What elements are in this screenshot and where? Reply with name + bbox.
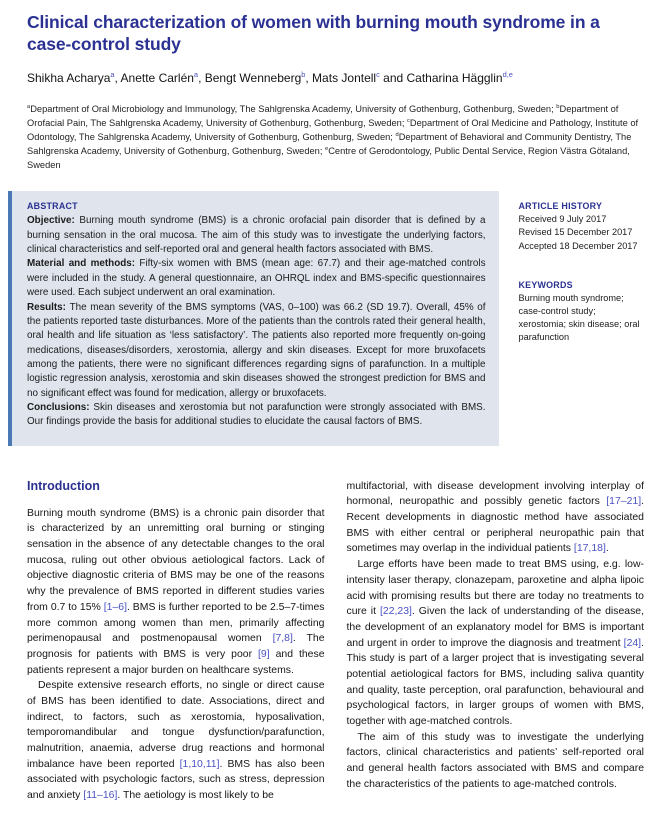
text-run: Burning mouth syndrome (BMS) is a chronic pain disorder that is characterized by an unremitting oral burning or stinging sensation in the absence of any detectable changes to the oral mucosa, ruling out other obvious aetiological factors. Lack of objective diagnostic criteria of BMS may be one of the reasons why the prevalence of BMS reported in different studies varies from 0.7 to 15% <box>27 507 325 613</box>
paragraph <box>27 257 486 300</box>
body-right-column <box>347 479 645 804</box>
text-run: Large efforts have been made to treat BMS using, e.g. low-intensity laser therapy, clonazepam, paroxetine and alpha lipoic acid with promising results but there are today no treatments to cure it <box>346 559 644 618</box>
superscript: d,e <box>502 69 513 79</box>
paragraph <box>27 506 325 678</box>
superscript: a <box>193 69 199 79</box>
text-run: Objective: <box>27 215 80 227</box>
text-run: Results: <box>27 301 70 313</box>
paragraph <box>347 479 645 557</box>
text-run: Shikha Acharya <box>27 70 111 85</box>
abstract-heading: ABSTRACT <box>27 201 78 212</box>
superscript: c <box>376 69 380 79</box>
page-title: Clinical characterization of women with burning mouth syndrome in a case-control study <box>27 12 600 55</box>
keywords-block <box>519 280 644 344</box>
text-run: . This study is part of a larger project that is investigating several potential aetiological factors for BMS, including saliva quantity and quality, taste perception, oral parafunction, behavioural and psychological factors, in larger groups of women with BMS, together with age-matched controls. <box>346 637 644 727</box>
text-run: . Recent developments in diagnostic method have associated BMS with either central or peripheral neuropathic pain that sometimes may overlap in the individual patients <box>346 496 644 555</box>
text-run: . Given the lack of understanding of the disease, the development of an explanatory model for BMS is important and urgent in order to improve the diagnosis and treatment <box>346 606 644 649</box>
text-run: Conclusions: <box>27 402 94 414</box>
article-history-block <box>519 201 644 252</box>
left-column-paragraphs <box>27 506 325 804</box>
body-columns <box>27 479 644 804</box>
superscript: c <box>407 117 410 124</box>
paragraph <box>347 730 645 793</box>
right-column-paragraphs <box>347 479 645 792</box>
citation-link[interactable]: [17,18] <box>573 543 606 555</box>
section-heading-introduction: Introduction <box>27 478 100 493</box>
text-run: , Bengt Wenneberg <box>198 70 302 85</box>
article-history-items <box>519 213 644 252</box>
citation-link[interactable]: [22,23] <box>380 606 412 618</box>
text-run: Department of Oral Microbiology and Immunology, The Sahlgrenska Academy, University of Gothenburg, Gothenburg, Sweden; <box>30 103 557 114</box>
affiliations <box>27 102 644 173</box>
citation-link[interactable]: [24] <box>623 637 642 649</box>
citation-link[interactable]: [11–16] <box>83 789 118 801</box>
text-run: . The prognosis for patients with BMS is very poor <box>27 633 325 660</box>
keywords-text: Burning mouth syndrome; case-control study; xerostomia; skin disease; oral parafunction <box>518 292 640 342</box>
text-run: Department of Behavioral and Community Dentistry, The Sahlgrenska Academy, University of Gothenburg, Gothenburg, Sweden; <box>27 132 632 157</box>
text-run: Despite extensive research efforts, no single or direct cause of BMS has been identified to date. Associations, direct and indirect, to factors, such as xerostomia, hyposalivation, temporomandibular and tongue dysfunction/parafunction, malnutrition, anaemia, adverse drug reactions and hormonal imbalance have been reported <box>27 680 325 770</box>
authors-line <box>27 71 644 85</box>
citation-link[interactable]: [17–21] <box>606 496 642 508</box>
text-run: . The aetiology is most likely to be <box>117 789 274 801</box>
citation-link[interactable]: [7,8] <box>272 633 293 645</box>
keywords-heading: KEYWORDS <box>518 279 573 290</box>
text-run: . <box>605 543 609 555</box>
paragraph <box>27 301 486 402</box>
history-item: Accepted 18 December 2017 <box>518 240 638 251</box>
text-run: . BMS has also been associated with psychologic factors, such as stress, depression and anxiety <box>27 758 325 801</box>
text-run: , Anette Carlén <box>114 70 194 85</box>
text-run: Centre of Gerodontology, Public Dental Service, Region Västra Götaland, Sweden <box>27 146 630 171</box>
text-run: multifactorial, with disease development involving interplay of hormonal, neuropathic and possibly genetic factors <box>346 480 644 508</box>
abstract-section <box>8 191 644 445</box>
text-run: . BMS is further reported to be 2.5–7-times more common among women than men, primarily affecting perimenopausal and postmenopausal women <box>27 601 325 645</box>
superscript: b <box>556 103 560 110</box>
text-run: and these patients represent a major burden on healthcare systems. <box>27 648 325 676</box>
paragraph <box>27 401 486 430</box>
citation-link[interactable]: [1,10,11] <box>179 758 220 770</box>
text-run: Material and methods: <box>27 258 140 270</box>
history-item: Received 9 July 2017 <box>518 214 607 225</box>
superscript: d <box>395 131 399 138</box>
article-info-sidebar <box>519 191 644 343</box>
text-run: The mean severity of the BMS symptoms (VAS, 0–100) was 66.2 (SD 19.7). Overall, 45% of the patients reported taste disturbances. More of the patients than the controls rated their general health, oral health and life situation as ‘less satisfactory’. The patients also reported more frequently on-going medications, diseases/disorders, xerostomia, allergy and skin diseases. Except for more bruxofacets among the patients, there were no significant differences regarding signs of parafunction. In a multiple logistic regression analysis, xerostomia and skin diseases showed the strongest prediction for BMS and no significant effect was found for medication, allergy or bruxofacets. <box>27 301 486 399</box>
paragraph <box>347 557 645 729</box>
abstract-text <box>27 214 486 429</box>
article-history-heading: ARTICLE HISTORY <box>518 201 603 212</box>
text-run: , Mats Jontell <box>305 70 377 85</box>
text-run: Burning mouth syndrome (BMS) is a chronic orofacial pain disorder that is defined by a burning sensation in the oral mucosa. The aim of this study was to investigate the underlying factors, clinical characteristics and self-reported oral and general health factors associated with BMS. <box>27 215 486 256</box>
history-item: Revised 15 December 2017 <box>518 227 633 238</box>
superscript: e <box>325 146 329 153</box>
superscript: a <box>110 69 115 79</box>
citation-link[interactable]: [9] <box>258 648 270 660</box>
text-run: and Catharina Hägglin <box>379 70 503 85</box>
text-run: Fifty-six women with BMS (mean age: 67.7) and their age-matched controls were included in the study. A general questionnaire, an OHRQL index and BMS-specific questionnaires were used. Each subject underwent an oral examination. <box>27 258 486 299</box>
abstract-box <box>12 191 499 445</box>
text-run: Department of Oral Medicine and Pathology, Institute of Odontology, The Sahlgrenska Academy, University of Gothenburg, Gothenburg, Sweden; <box>27 117 639 143</box>
paragraph <box>27 214 486 257</box>
superscript: a <box>27 103 31 110</box>
superscript: b <box>301 69 306 79</box>
text-run: The aim of this study was to investigate the underlying factors, clinical characteristics and patients’ self-reported oral and general health factors associated with BMS and compare the characteristics of the patients to age-matched controls. <box>346 731 644 790</box>
citation-link[interactable]: [1–6] <box>103 601 127 613</box>
paragraph <box>27 678 325 803</box>
text-run: Skin diseases and xerostomia but not parafunction were strongly associated with BMS. Our findings provide the basis for additional studies to elucidate the causal factors of BMS. <box>27 402 486 428</box>
body-left-column <box>27 479 325 804</box>
text-run: Department of Orofacial Pain, The Sahlgrenska Academy, University of Gothenburg, Gothenburg, Sweden; <box>27 103 619 128</box>
